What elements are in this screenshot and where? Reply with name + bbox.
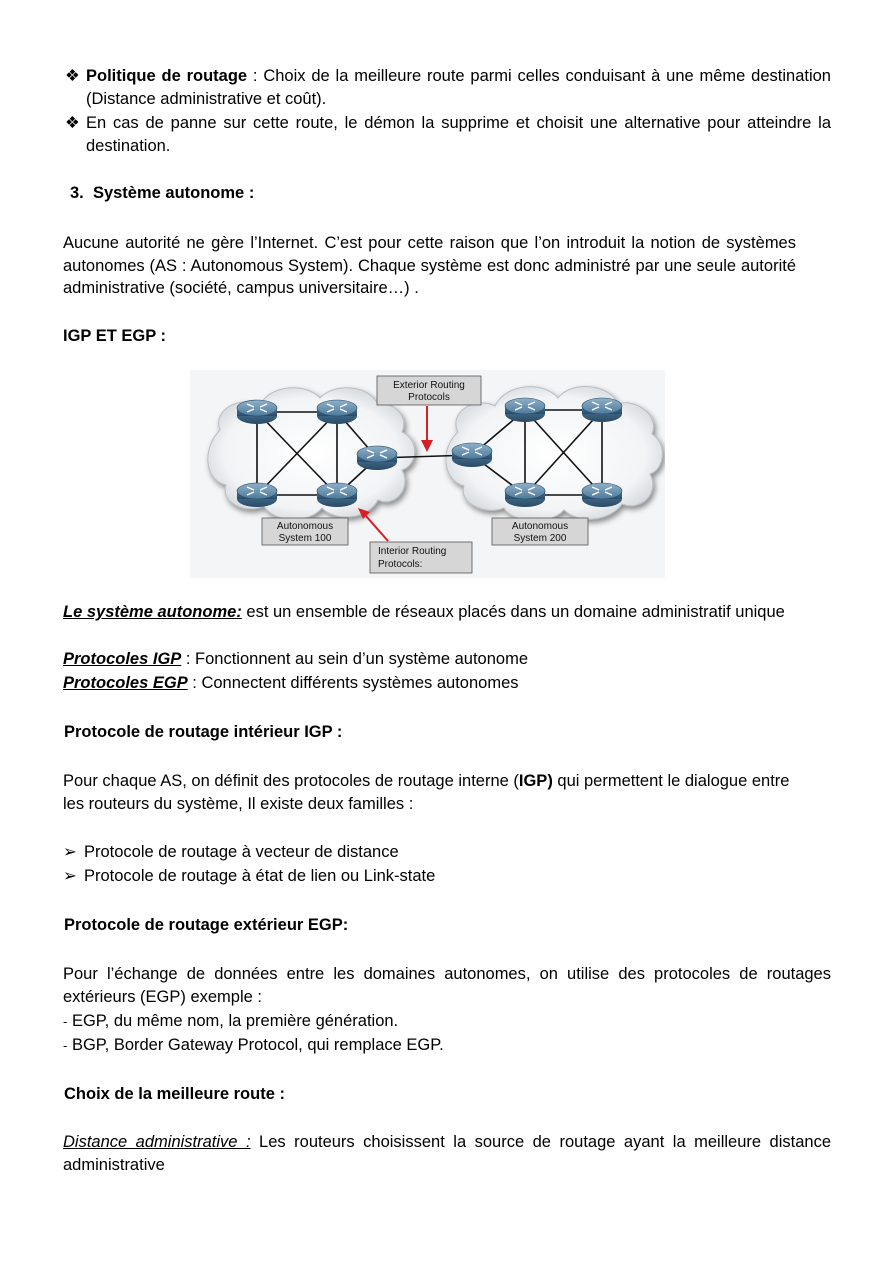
router-icon	[317, 483, 357, 507]
term-colon: :	[236, 603, 242, 621]
bullet-failover	[65, 112, 831, 157]
egp-list-item: - BGP, Border Gateway Protocol, qui remplace EGP.	[63, 1036, 444, 1054]
bullet-text: : Choix de la meilleure route parmi celles conduisant à une même destination (Distance administrative et coût).	[86, 67, 831, 108]
diamond-bullet-icon: ❖	[65, 114, 80, 132]
router-icon	[452, 443, 492, 467]
label-interior-line2: Protocols:	[378, 559, 423, 570]
router-icon	[505, 398, 545, 422]
best-route-paragraph	[63, 1131, 831, 1176]
diamond-bullet-icon: ❖	[65, 67, 80, 85]
definition-igp	[63, 648, 831, 671]
label-as100	[262, 518, 348, 545]
section-number: 3.	[70, 184, 84, 202]
router-icon	[582, 483, 622, 507]
label-as100-line1: Autonomous	[276, 521, 334, 532]
label-exterior-line1: Exterior Routing	[393, 380, 465, 391]
bullet-text: En cas de panne sur cette route, le démon la supprime et choisit une alternative pour atteindre la destination.	[86, 114, 831, 155]
router-icon	[357, 446, 397, 470]
arrow-bullet-icon: ➢	[63, 843, 77, 861]
bullet-label: Politique de routage	[86, 67, 248, 85]
term-igp: Protocoles IGP	[63, 650, 182, 668]
definition-text: : Fonctionnent au sein d’un système autonome	[181, 650, 528, 668]
section-heading-autonomous-system	[70, 182, 838, 205]
best-route-text: Les routeurs choisissent la source de routage ayant la meilleure distance administrative	[63, 1133, 831, 1174]
label-as100-line2: System 100	[278, 533, 332, 544]
list-item-text: Protocole de routage à vecteur de distance	[84, 843, 399, 861]
router-icon	[582, 398, 622, 422]
definition-text: : Connectent différents systèmes autonomes	[187, 674, 519, 692]
list-item-text: Protocole de routage à état de lien ou Link-state	[84, 867, 436, 885]
term-autonomous-system: Le système autonome	[63, 603, 237, 621]
section-title: Système autonome :	[92, 184, 255, 202]
igp-list-item	[63, 865, 829, 888]
router-icon	[317, 400, 357, 424]
definition-egp	[63, 672, 831, 695]
igp-para-bold: IGP)	[518, 772, 553, 790]
term-egp: Protocoles EGP	[63, 674, 188, 692]
router-icon	[505, 483, 545, 507]
label-exterior-routing	[377, 376, 481, 405]
list-item-text: EGP, du même nom, la première génération.	[71, 1012, 399, 1030]
router-icon	[237, 483, 277, 507]
label-as200-line1: Autonomous	[511, 521, 569, 532]
label-exterior-line2: Protocols	[408, 392, 450, 403]
egp-paragraph: Pour l’échange de données entre les domaines autonomes, on utilise des protocoles de routages extérieurs (EGP) exemple :	[63, 965, 831, 1006]
bullet-routing-policy	[65, 65, 831, 110]
label-as200-line2: System 200	[513, 533, 567, 544]
definition-autonomous-system	[63, 601, 831, 624]
autonomous-systems-diagram	[190, 370, 665, 578]
autonomous-system-paragraph: Aucune autorité ne gère l’Internet. C’est pour cette raison que l’on introduit la notion de systèmes autonomes (AS : Autonomous System). Chaque système est donc administré par une seule autorité administrative (société, campus universitaire…) .	[63, 234, 796, 297]
label-as200	[492, 518, 588, 545]
igp-egp-heading: IGP ET EGP :	[63, 327, 167, 345]
egp-list-item: - EGP, du même nom, la première génération.	[63, 1012, 399, 1030]
egp-section-heading: Protocole de routage extérieur EGP:	[64, 916, 349, 934]
label-interior-line1: Interior Routing	[378, 546, 447, 557]
best-route-heading: Choix de la meilleure route :	[64, 1085, 285, 1103]
router-icon	[237, 400, 277, 424]
definition-text: est un ensemble de réseaux placés dans un domaine administratif unique	[241, 603, 785, 621]
igp-para-post: qui permettent le dialogue entre les routeurs du système, Il existe deux familles :	[63, 772, 790, 813]
igp-paragraph	[63, 770, 808, 815]
igp-section-heading: Protocole de routage intérieur IGP :	[64, 723, 343, 741]
igp-para-pre: Pour chaque AS, on définit des protocoles de routage interne (	[63, 772, 519, 790]
label-interior-routing	[370, 542, 472, 573]
arrow-bullet-icon: ➢	[63, 867, 77, 885]
term-administrative-distance: Distance administrative :	[63, 1133, 251, 1151]
list-item-text: BGP, Border Gateway Protocol, qui remplace EGP.	[71, 1036, 444, 1054]
igp-list-item	[63, 841, 829, 864]
